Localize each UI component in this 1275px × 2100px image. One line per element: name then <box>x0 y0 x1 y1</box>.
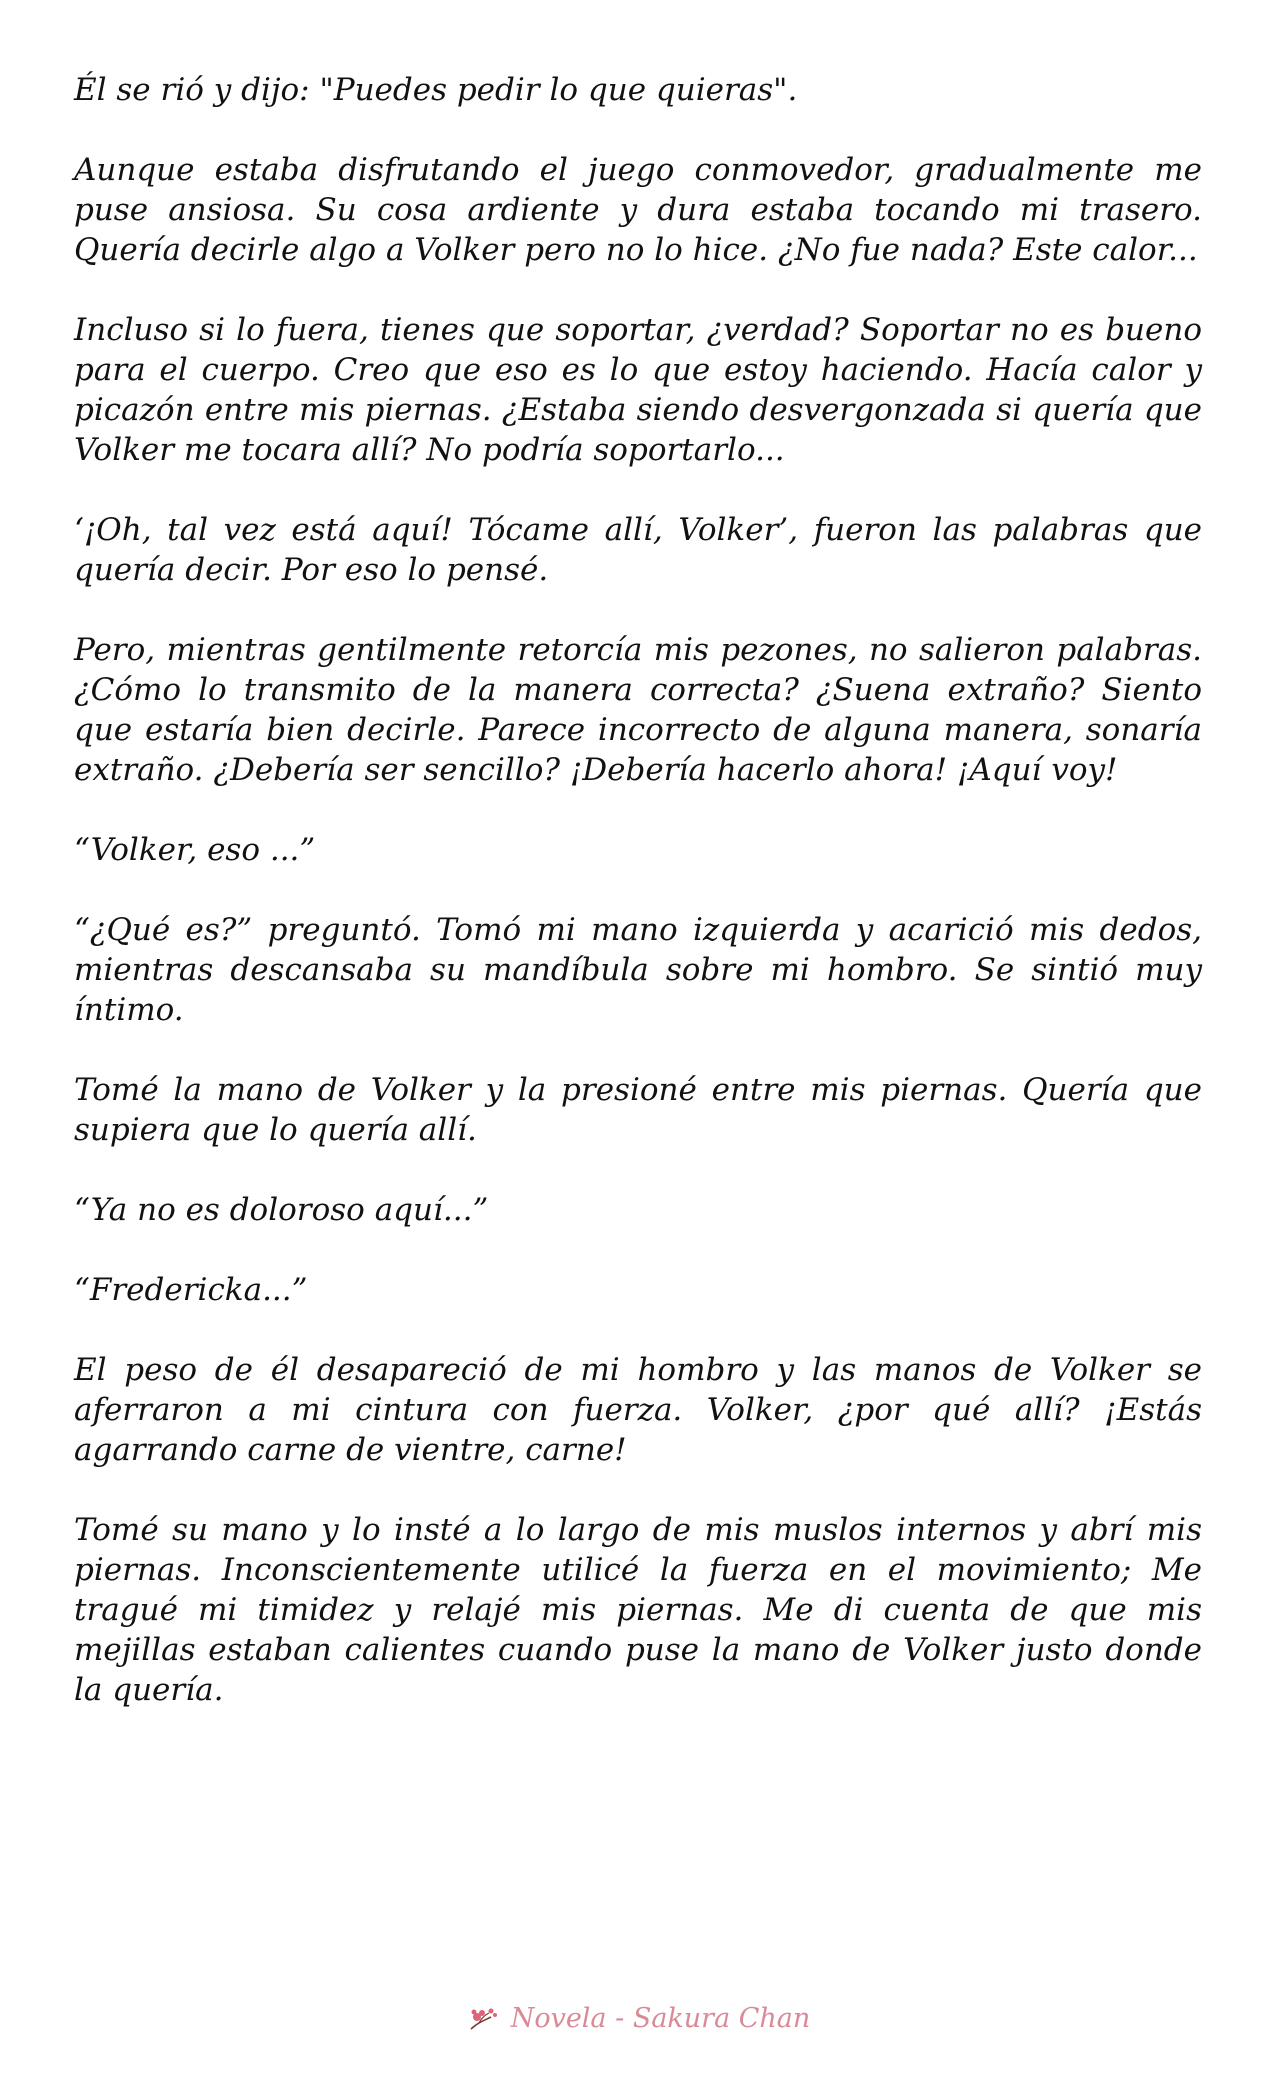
paragraph-4: ‘¡Oh, tal vez está aquí! Tócame allí, Volker’, fueron las palabras que quería decir. Por eso lo pensé. <box>74 512 1202 588</box>
paragraph-7: “¿Qué es?” preguntó. Tomó mi mano izquierda y acarició mis dedos, mientras descansaba su mandíbula sobre mi hombro. Se sintió muy íntimo. <box>74 912 1202 1028</box>
paragraph-8: Tomé la mano de Volker y la presioné entre mis piernas. Quería que supiera que lo quería allí. <box>74 1072 1202 1148</box>
paragraph-5: Pero, mientras gentilmente retorcía mis pezones, no salieron palabras. ¿Cómo lo transmito de la manera correcta? ¿Suena extraño? Siento que estaría bien decirle. Parece incorrecto de alguna manera, sonaría extraño. ¿Debería ser sencillo? ¡Debería hacerlo ahora! ¡Aquí voy! <box>74 632 1202 788</box>
footer-text: Novela - Sakura Chan <box>510 2003 811 2034</box>
document-body <box>74 70 1202 1710</box>
footer-watermark <box>0 2002 1275 2035</box>
paragraph-1: Él se rió y dijo: "Puedes pedir lo que quieras". <box>74 72 798 108</box>
paragraph-6: “Volker, eso ...” <box>74 832 316 868</box>
paragraph-9: “Ya no es doloroso aquí...” <box>74 1192 489 1228</box>
sakura-flower-icon <box>465 2003 505 2035</box>
paragraph-10: “Fredericka...” <box>74 1272 308 1308</box>
paragraph-11: El peso de él desapareció de mi hombro y las manos de Volker se aferraron a mi cintura con fuerza. Volker, ¿por qué allí? ¡Estás agarrando carne de vientre, carne! <box>74 1352 1202 1468</box>
paragraph-12: Tomé su mano y lo insté a lo largo de mis muslos internos y abrí mis piernas. Inconscientemente utilicé la fuerza en el movimiento; Me tragué mi timidez y relajé mis piernas. Me di cuenta de que mis mejillas estaban calientes cuando puse la mano de Volker justo donde la quería. <box>74 1512 1202 1708</box>
paragraph-3: Incluso si lo fuera, tienes que soportar, ¿verdad? Soportar no es bueno para el cuerpo. Creo que eso es lo que estoy haciendo. Hacía calor y picazón entre mis piernas. ¿Estaba siendo desvergonzada si quería que Volker me tocara allí? No podría soportarlo... <box>74 312 1202 468</box>
paragraph-2: Aunque estaba disfrutando el juego conmovedor, gradualmente me puse ansiosa. Su cosa ardiente y dura estaba tocando mi trasero. Quería decirle algo a Volker pero no lo hice. ¿No fue nada? Este calor... <box>74 152 1202 268</box>
